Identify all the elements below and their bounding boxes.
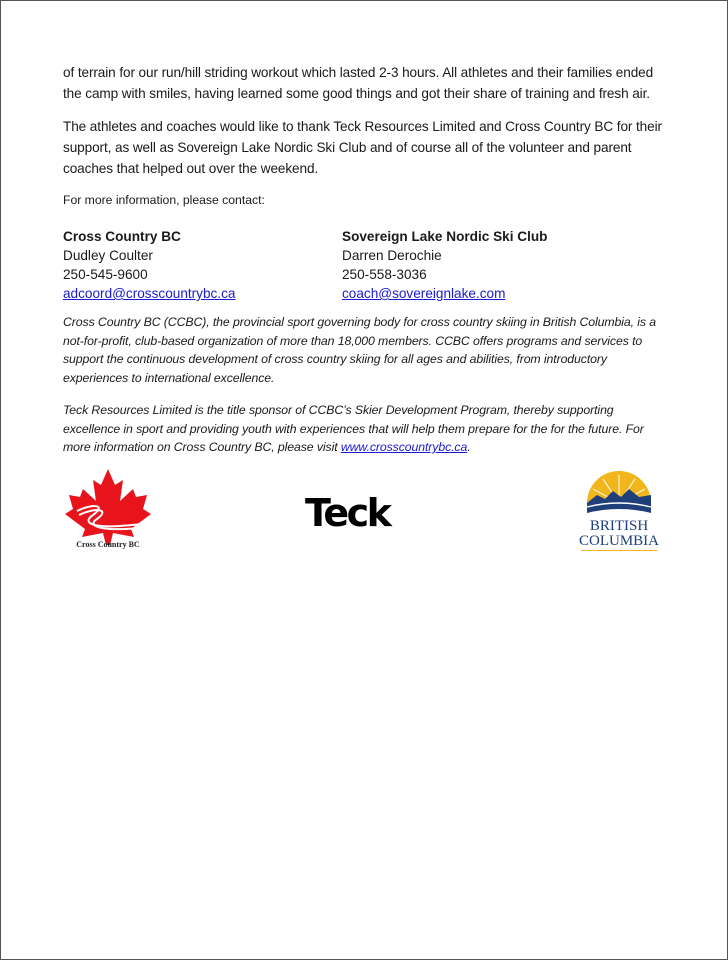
contact-sovereign: [342, 227, 642, 303]
cross-country-bc-logo: [63, 467, 153, 555]
british-columbia-logo: [573, 469, 665, 553]
teck-wordmark: Teck: [305, 491, 390, 535]
website-link[interactable]: www.crosscountrybc.ca: [340, 440, 468, 454]
contact-phone: 250-558-3036: [342, 267, 427, 282]
contact-name: Dudley Coulter: [63, 248, 153, 263]
about-ccbc-paragraph: Cross Country BC (CCBC), the provincial sport governing body for cross country skiing in British Columbia, is a not-for-profit, club-based organization of more than 18,000 members. CCBC offers programs and services to support the continuous development of cross country skiing for all ages and abilities, from introductory experiences to international excellence.: [63, 315, 657, 385]
contact-email-link[interactable]: coach@sovereignlake.com: [342, 286, 506, 301]
contact-phone: 250-545-9600: [63, 267, 148, 282]
bc-logo-line1: BRITISH: [589, 518, 649, 534]
maple-leaf-icon: [63, 467, 153, 545]
contact-org: Cross Country BC: [63, 229, 181, 244]
contact-ccbc: [63, 227, 342, 303]
ccbc-logo-caption: Cross Country BC: [76, 540, 140, 549]
bc-logo-line2: COLUMBIA: [578, 533, 659, 549]
bc-logo-underline: [581, 550, 657, 551]
contact-email-link[interactable]: adcoord@crosscountrybc.ca: [63, 286, 236, 301]
about-teck-suffix: .: [467, 440, 471, 454]
sponsor-logos: [1, 467, 728, 557]
about-teck-paragraph: [63, 401, 673, 457]
sunrise-mountains-icon: [573, 469, 665, 519]
paragraph-workout: of terrain for our run/hill striding workout which lasted 2-3 hours. All athletes and their families ended the camp with smiles, having learned some good things and got their share of training and fresh air.: [63, 65, 654, 101]
contacts-block: [63, 227, 673, 303]
contact-name: Darren Derochie: [342, 248, 442, 263]
contact-org: Sovereign Lake Nordic Ski Club: [342, 229, 548, 244]
teck-logo: [305, 493, 395, 533]
paragraph-thanks: The athletes and coaches would like to thank Teck Resources Limited and Cross Country BC for their support, as well as Sovereign Lake Nordic Ski Club and of course all of the volunteer and parent coaches that helped out over the weekend.: [63, 119, 662, 176]
contact-intro: For more information, please contact:: [63, 193, 265, 207]
document-body: [63, 62, 673, 471]
about-teck-text: Teck Resources Limited is the title sponsor of CCBC’s Skier Development Program, thereby supporting excellence in sport and providing youth with experiences that will help them prepare for the for the future. For more information on Cross Country BC, please visit: [63, 403, 644, 454]
